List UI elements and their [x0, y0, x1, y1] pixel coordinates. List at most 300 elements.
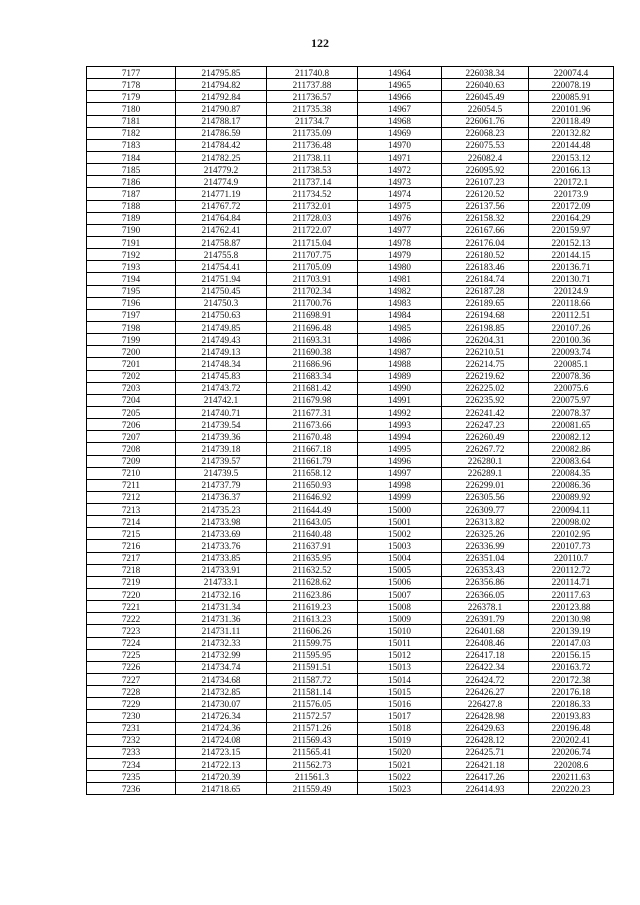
cell-point-b-x: 226241.42 [442, 406, 529, 418]
cell-point-a-number: 7199 [87, 334, 176, 346]
cell-point-a-x: 214732.33 [176, 637, 267, 649]
cell-point-b-y: 220220.23 [529, 783, 614, 795]
cell-point-b-y: 220081.65 [529, 419, 614, 431]
cell-point-a-y: 211599.75 [267, 637, 358, 649]
cell-point-b-y: 220156.15 [529, 649, 614, 661]
table-row [87, 115, 614, 127]
cell-point-b-y: 220147.03 [529, 637, 614, 649]
cell-point-b-y: 220208.6 [529, 759, 614, 771]
cell-point-a-number: 7190 [87, 224, 176, 236]
table-row [87, 734, 614, 746]
table-row [87, 212, 614, 224]
cell-point-a-x: 214733.98 [176, 516, 267, 528]
table-row [87, 224, 614, 236]
cell-point-b-number: 14981 [358, 273, 442, 285]
cell-point-a-y: 211737.14 [267, 176, 358, 188]
table-row [87, 674, 614, 686]
cell-point-a-x: 214731.34 [176, 601, 267, 613]
table-row [87, 467, 614, 479]
table-row [87, 103, 614, 115]
cell-point-b-number: 15007 [358, 589, 442, 601]
table-row [87, 698, 614, 710]
cell-point-a-number: 7177 [87, 67, 176, 79]
cell-point-a-number: 7229 [87, 698, 176, 710]
cell-point-b-x: 226417.26 [442, 771, 529, 783]
cell-point-b-number: 15017 [358, 710, 442, 722]
cell-point-a-x: 214767.72 [176, 200, 267, 212]
cell-point-b-y: 220139.19 [529, 625, 614, 637]
cell-point-b-number: 14969 [358, 127, 442, 139]
cell-point-a-number: 7196 [87, 297, 176, 309]
cell-point-b-y: 220078.19 [529, 79, 614, 91]
cell-point-b-x: 226204.31 [442, 334, 529, 346]
cell-point-b-number: 14997 [358, 467, 442, 479]
cell-point-a-y: 211703.91 [267, 273, 358, 285]
cell-point-a-y: 211661.79 [267, 455, 358, 467]
cell-point-a-number: 7233 [87, 746, 176, 758]
cell-point-a-x: 214745.83 [176, 370, 267, 382]
cell-point-b-number: 14978 [358, 236, 442, 248]
cell-point-a-number: 7193 [87, 261, 176, 273]
cell-point-b-number: 15011 [358, 637, 442, 649]
table-row [87, 491, 614, 503]
cell-point-b-number: 15006 [358, 576, 442, 588]
cell-point-b-y: 220102.95 [529, 528, 614, 540]
cell-point-b-y: 220164.29 [529, 212, 614, 224]
cell-point-b-x: 226428.98 [442, 710, 529, 722]
cell-point-a-number: 7187 [87, 188, 176, 200]
cell-point-a-number: 7235 [87, 771, 176, 783]
cell-point-b-x: 226356.86 [442, 576, 529, 588]
table-row [87, 406, 614, 418]
cell-point-a-y: 211728.03 [267, 212, 358, 224]
cell-point-a-number: 7208 [87, 443, 176, 455]
cell-point-b-number: 14984 [358, 309, 442, 321]
cell-point-b-y: 220124.9 [529, 285, 614, 297]
cell-point-b-x: 226194.68 [442, 309, 529, 321]
cell-point-b-x: 226336.99 [442, 540, 529, 552]
table-row [87, 79, 614, 91]
cell-point-a-number: 7185 [87, 164, 176, 176]
cell-point-a-x: 214751.94 [176, 273, 267, 285]
cell-point-b-x: 226401.68 [442, 625, 529, 637]
cell-point-a-x: 214750.45 [176, 285, 267, 297]
cell-point-b-number: 14972 [358, 164, 442, 176]
table-row [87, 552, 614, 564]
cell-point-a-number: 7216 [87, 540, 176, 552]
cell-point-b-y: 220083.64 [529, 455, 614, 467]
cell-point-a-number: 7194 [87, 273, 176, 285]
cell-point-b-x: 226428.12 [442, 734, 529, 746]
cell-point-b-y: 220172.38 [529, 674, 614, 686]
table-row [87, 358, 614, 370]
cell-point-a-number: 7215 [87, 528, 176, 540]
cell-point-b-y: 220085.1 [529, 358, 614, 370]
cell-point-a-y: 211643.05 [267, 516, 358, 528]
cell-point-a-y: 211667.18 [267, 443, 358, 455]
cell-point-b-y: 220101.96 [529, 103, 614, 115]
table-row [87, 273, 614, 285]
table-row [87, 200, 614, 212]
cell-point-a-y: 211565.41 [267, 746, 358, 758]
cell-point-a-y: 211646.92 [267, 491, 358, 503]
cell-point-b-number: 14998 [358, 479, 442, 491]
cell-point-a-y: 211702.34 [267, 285, 358, 297]
table-row [87, 649, 614, 661]
cell-point-a-x: 214749.13 [176, 346, 267, 358]
table-row [87, 164, 614, 176]
cell-point-a-x: 214731.11 [176, 625, 267, 637]
cell-point-b-number: 15018 [358, 722, 442, 734]
cell-point-b-y: 220211.63 [529, 771, 614, 783]
cell-point-b-number: 15000 [358, 504, 442, 516]
table-row [87, 759, 614, 771]
cell-point-b-y: 220094.11 [529, 504, 614, 516]
table-row [87, 710, 614, 722]
cell-point-b-y: 220159.97 [529, 224, 614, 236]
cell-point-a-y: 211679.98 [267, 394, 358, 406]
table-row [87, 285, 614, 297]
cell-point-a-number: 7224 [87, 637, 176, 649]
cell-point-b-number: 14975 [358, 200, 442, 212]
table-row [87, 722, 614, 734]
cell-point-b-number: 15010 [358, 625, 442, 637]
cell-point-a-number: 7202 [87, 370, 176, 382]
cell-point-a-number: 7207 [87, 431, 176, 443]
cell-point-b-number: 14967 [358, 103, 442, 115]
cell-point-b-number: 15021 [358, 759, 442, 771]
cell-point-b-number: 14993 [358, 419, 442, 431]
table-row [87, 176, 614, 188]
table-row [87, 67, 614, 79]
cell-point-b-y: 220086.36 [529, 479, 614, 491]
cell-point-a-y: 211700.76 [267, 297, 358, 309]
cell-point-b-number: 14979 [358, 249, 442, 261]
cell-point-a-x: 214737.79 [176, 479, 267, 491]
cell-point-b-number: 14989 [358, 370, 442, 382]
cell-point-a-x: 214733.69 [176, 528, 267, 540]
cell-point-b-y: 220130.71 [529, 273, 614, 285]
cell-point-a-y: 211696.48 [267, 321, 358, 333]
table-row [87, 783, 614, 795]
cell-point-a-y: 211690.38 [267, 346, 358, 358]
cell-point-a-x: 214779.2 [176, 164, 267, 176]
cell-point-a-x: 214739.36 [176, 431, 267, 443]
cell-point-b-y: 220172.09 [529, 200, 614, 212]
cell-point-a-y: 211705.09 [267, 261, 358, 273]
cell-point-a-number: 7213 [87, 504, 176, 516]
cell-point-a-x: 214732.99 [176, 649, 267, 661]
cell-point-a-x: 214750.3 [176, 297, 267, 309]
cell-point-b-y: 220082.12 [529, 431, 614, 443]
cell-point-a-y: 211635.95 [267, 552, 358, 564]
cell-point-b-number: 15014 [358, 674, 442, 686]
table-row [87, 321, 614, 333]
cell-point-a-number: 7218 [87, 564, 176, 576]
cell-point-b-y: 220084.35 [529, 467, 614, 479]
table-row [87, 127, 614, 139]
cell-point-b-y: 220136.71 [529, 261, 614, 273]
cell-point-a-y: 211673.66 [267, 419, 358, 431]
cell-point-a-y: 211735.38 [267, 103, 358, 115]
cell-point-a-y: 211677.31 [267, 406, 358, 418]
cell-point-a-y: 211740.8 [267, 67, 358, 79]
cell-point-a-number: 7225 [87, 649, 176, 661]
cell-point-b-y: 220112.51 [529, 309, 614, 321]
cell-point-b-number: 14968 [358, 115, 442, 127]
cell-point-a-y: 211650.93 [267, 479, 358, 491]
cell-point-a-x: 214740.71 [176, 406, 267, 418]
cell-point-a-number: 7184 [87, 151, 176, 163]
cell-point-b-x: 226289.1 [442, 467, 529, 479]
cell-point-a-x: 214750.63 [176, 309, 267, 321]
cell-point-a-x: 214771.19 [176, 188, 267, 200]
cell-point-a-x: 214788.17 [176, 115, 267, 127]
cell-point-b-y: 220172.1 [529, 176, 614, 188]
table-row [87, 625, 614, 637]
cell-point-b-number: 15001 [358, 516, 442, 528]
cell-point-a-y: 211571.26 [267, 722, 358, 734]
cell-point-b-y: 220173.9 [529, 188, 614, 200]
cell-point-b-x: 226054.5 [442, 103, 529, 115]
cell-point-a-number: 7200 [87, 346, 176, 358]
cell-point-a-x: 214733.91 [176, 564, 267, 576]
cell-point-b-x: 226068.23 [442, 127, 529, 139]
cell-point-b-number: 14995 [358, 443, 442, 455]
cell-point-b-x: 226137.56 [442, 200, 529, 212]
cell-point-a-number: 7204 [87, 394, 176, 406]
cell-point-b-y: 220082.86 [529, 443, 614, 455]
cell-point-b-x: 226247.23 [442, 419, 529, 431]
cell-point-a-x: 214739.54 [176, 419, 267, 431]
cell-point-a-y: 211559.49 [267, 783, 358, 795]
cell-point-b-number: 14988 [358, 358, 442, 370]
table-row [87, 151, 614, 163]
cell-point-b-x: 226309.77 [442, 504, 529, 516]
cell-point-b-x: 226210.51 [442, 346, 529, 358]
cell-point-a-x: 214722.13 [176, 759, 267, 771]
cell-point-a-x: 214758.87 [176, 236, 267, 248]
table-row [87, 431, 614, 443]
cell-point-a-x: 214734.68 [176, 674, 267, 686]
cell-point-b-number: 15009 [358, 613, 442, 625]
cell-point-a-x: 214782.25 [176, 151, 267, 163]
cell-point-a-y: 211562.73 [267, 759, 358, 771]
cell-point-a-number: 7186 [87, 176, 176, 188]
table-row [87, 370, 614, 382]
cell-point-a-x: 214732.16 [176, 589, 267, 601]
cell-point-b-y: 220075.6 [529, 382, 614, 394]
cell-point-a-x: 214795.85 [176, 67, 267, 79]
cell-point-a-x: 214733.1 [176, 576, 267, 588]
cell-point-b-y: 220114.71 [529, 576, 614, 588]
cell-point-b-y: 220176.18 [529, 686, 614, 698]
cell-point-b-y: 220152.13 [529, 236, 614, 248]
cell-point-b-number: 15004 [358, 552, 442, 564]
cell-point-a-number: 7181 [87, 115, 176, 127]
cell-point-b-x: 226421.18 [442, 759, 529, 771]
cell-point-a-y: 211637.91 [267, 540, 358, 552]
cell-point-b-x: 226351.04 [442, 552, 529, 564]
table-row [87, 479, 614, 491]
cell-point-b-number: 14999 [358, 491, 442, 503]
cell-point-a-x: 214731.36 [176, 613, 267, 625]
cell-point-b-x: 226353.43 [442, 564, 529, 576]
cell-point-b-x: 226280.1 [442, 455, 529, 467]
coordinates-table-body [87, 67, 614, 795]
cell-point-a-y: 211572.57 [267, 710, 358, 722]
cell-point-b-number: 15005 [358, 564, 442, 576]
cell-point-b-number: 14987 [358, 346, 442, 358]
cell-point-a-x: 214786.59 [176, 127, 267, 139]
cell-point-a-x: 214739.18 [176, 443, 267, 455]
cell-point-b-number: 14980 [358, 261, 442, 273]
cell-point-b-y: 220085.91 [529, 91, 614, 103]
cell-point-a-x: 214762.41 [176, 224, 267, 236]
cell-point-a-y: 211736.48 [267, 139, 358, 151]
cell-point-b-y: 220132.82 [529, 127, 614, 139]
table-row [87, 188, 614, 200]
cell-point-a-number: 7220 [87, 589, 176, 601]
cell-point-a-y: 211658.12 [267, 467, 358, 479]
cell-point-b-x: 226299.01 [442, 479, 529, 491]
cell-point-a-y: 211623.86 [267, 589, 358, 601]
cell-point-a-x: 214764.84 [176, 212, 267, 224]
cell-point-a-number: 7236 [87, 783, 176, 795]
cell-point-b-number: 15023 [358, 783, 442, 795]
cell-point-b-x: 226267.72 [442, 443, 529, 455]
cell-point-a-y: 211681.42 [267, 382, 358, 394]
cell-point-a-y: 211670.48 [267, 431, 358, 443]
cell-point-a-x: 214724.08 [176, 734, 267, 746]
cell-point-b-y: 220118.49 [529, 115, 614, 127]
cell-point-a-y: 211561.3 [267, 771, 358, 783]
table-row [87, 576, 614, 588]
table-row [87, 601, 614, 613]
cell-point-b-y: 220078.37 [529, 406, 614, 418]
cell-point-b-y: 220093.74 [529, 346, 614, 358]
cell-point-a-number: 7178 [87, 79, 176, 91]
cell-point-a-x: 214739.57 [176, 455, 267, 467]
table-row [87, 564, 614, 576]
table-row [87, 746, 614, 758]
cell-point-b-x: 226425.71 [442, 746, 529, 758]
cell-point-a-y: 211737.88 [267, 79, 358, 91]
cell-point-b-x: 226176.04 [442, 236, 529, 248]
table-row [87, 297, 614, 309]
cell-point-b-x: 226198.85 [442, 321, 529, 333]
cell-point-a-number: 7183 [87, 139, 176, 151]
cell-point-a-y: 211644.49 [267, 504, 358, 516]
cell-point-b-y: 220144.48 [529, 139, 614, 151]
cell-point-b-number: 15012 [358, 649, 442, 661]
cell-point-a-y: 211698.91 [267, 309, 358, 321]
table-row [87, 91, 614, 103]
cell-point-a-x: 214754.41 [176, 261, 267, 273]
cell-point-a-x: 214724.36 [176, 722, 267, 734]
table-row [87, 334, 614, 346]
cell-point-a-y: 211595.95 [267, 649, 358, 661]
table-row [87, 455, 614, 467]
cell-point-b-number: 15022 [358, 771, 442, 783]
cell-point-b-number: 14986 [358, 334, 442, 346]
cell-point-b-number: 14983 [358, 297, 442, 309]
cell-point-a-number: 7191 [87, 236, 176, 248]
cell-point-b-number: 14994 [358, 431, 442, 443]
cell-point-b-y: 220186.33 [529, 698, 614, 710]
cell-point-b-y: 220144.15 [529, 249, 614, 261]
table-row [87, 236, 614, 248]
cell-point-b-x: 226260.49 [442, 431, 529, 443]
cell-point-b-x: 226429.63 [442, 722, 529, 734]
cell-point-a-number: 7226 [87, 661, 176, 673]
cell-point-b-x: 226424.72 [442, 674, 529, 686]
cell-point-a-number: 7223 [87, 625, 176, 637]
cell-point-b-number: 15003 [358, 540, 442, 552]
cell-point-a-number: 7205 [87, 406, 176, 418]
cell-point-a-y: 211576.05 [267, 698, 358, 710]
cell-point-b-y: 220130.98 [529, 613, 614, 625]
cell-point-a-x: 214733.85 [176, 552, 267, 564]
cell-point-a-y: 211735.09 [267, 127, 358, 139]
cell-point-a-y: 211591.51 [267, 661, 358, 673]
page-number: 122 [311, 36, 329, 50]
cell-point-a-y: 211738.11 [267, 151, 358, 163]
cell-point-a-x: 214730.07 [176, 698, 267, 710]
cell-point-a-x: 214735.23 [176, 504, 267, 516]
cell-point-b-x: 226040.63 [442, 79, 529, 91]
table-row [87, 637, 614, 649]
cell-point-b-x: 226219.62 [442, 370, 529, 382]
cell-point-b-x: 226235.92 [442, 394, 529, 406]
cell-point-a-y: 211686.96 [267, 358, 358, 370]
cell-point-a-number: 7219 [87, 576, 176, 588]
cell-point-b-y: 220193.83 [529, 710, 614, 722]
cell-point-b-x: 226045.49 [442, 91, 529, 103]
cell-point-b-y: 220075.97 [529, 394, 614, 406]
cell-point-b-x: 226214.75 [442, 358, 529, 370]
cell-point-b-y: 220153.12 [529, 151, 614, 163]
cell-point-a-number: 7189 [87, 212, 176, 224]
cell-point-b-y: 220202.41 [529, 734, 614, 746]
cell-point-a-y: 211707.75 [267, 249, 358, 261]
cell-point-b-number: 15002 [358, 528, 442, 540]
cell-point-a-number: 7192 [87, 249, 176, 261]
table-row [87, 419, 614, 431]
cell-point-b-number: 14973 [358, 176, 442, 188]
cell-point-a-number: 7188 [87, 200, 176, 212]
cell-point-a-x: 214784.42 [176, 139, 267, 151]
cell-point-b-x: 226408.46 [442, 637, 529, 649]
cell-point-b-y: 220196.48 [529, 722, 614, 734]
cell-point-a-y: 211693.31 [267, 334, 358, 346]
table-row [87, 139, 614, 151]
table-row [87, 394, 614, 406]
cell-point-a-number: 7221 [87, 601, 176, 613]
cell-point-b-y: 220117.63 [529, 589, 614, 601]
cell-point-b-x: 226120.52 [442, 188, 529, 200]
cell-point-b-x: 226313.82 [442, 516, 529, 528]
cell-point-a-y: 211734.52 [267, 188, 358, 200]
cell-point-b-x: 226167.66 [442, 224, 529, 236]
cell-point-b-x: 226187.28 [442, 285, 529, 297]
cell-point-b-x: 226325.26 [442, 528, 529, 540]
table-row [87, 261, 614, 273]
table-row [87, 661, 614, 673]
cell-point-b-number: 14964 [358, 67, 442, 79]
cell-point-b-y: 220074.4 [529, 67, 614, 79]
cell-point-a-x: 214733.76 [176, 540, 267, 552]
